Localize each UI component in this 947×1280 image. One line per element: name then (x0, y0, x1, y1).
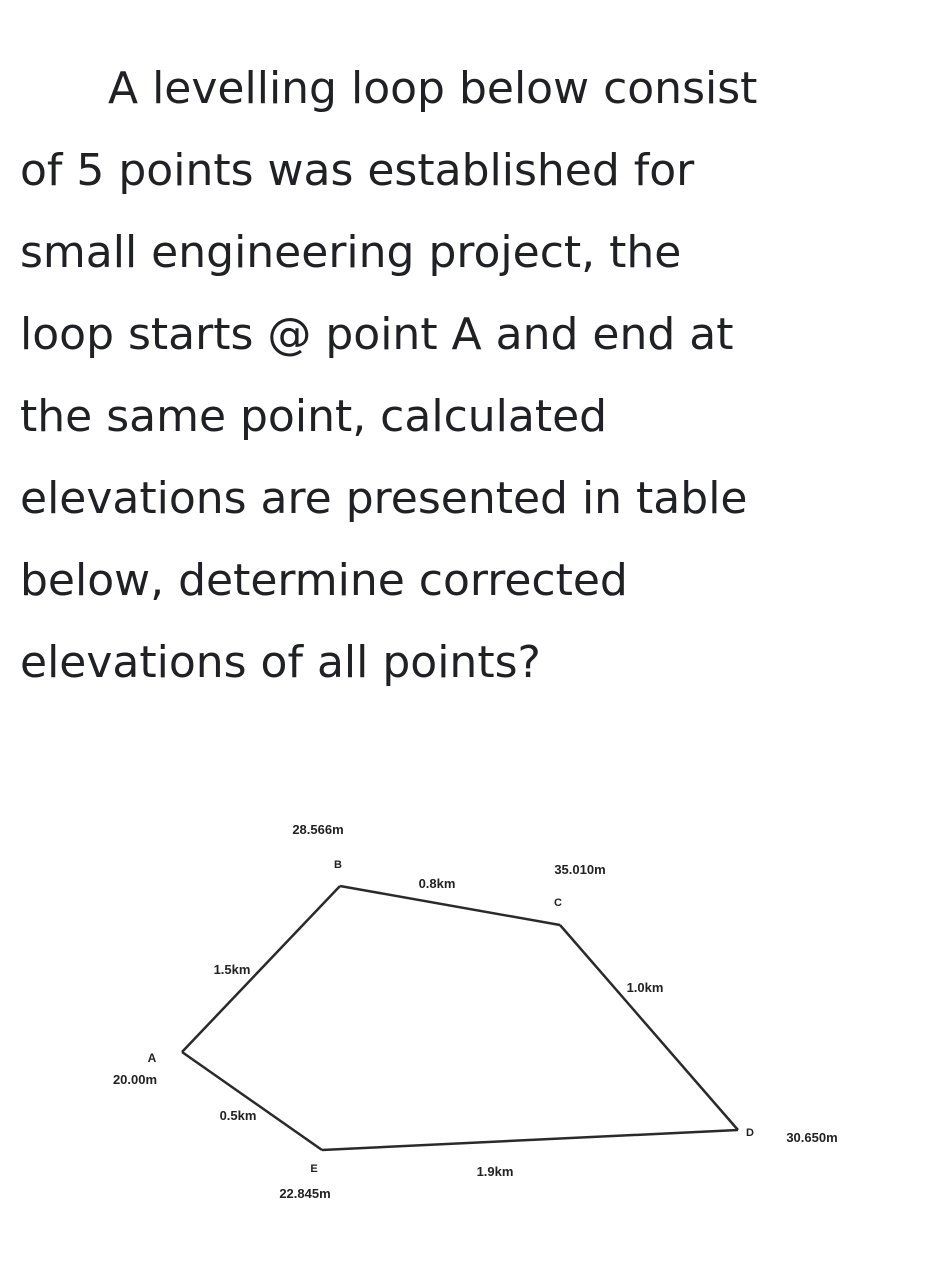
leg-a-b-distance: 1.5km (213, 962, 251, 977)
point-e-label: E (310, 1163, 318, 1175)
edge-e-a (182, 1052, 322, 1150)
point-d-elevation: 30.650m (786, 1130, 838, 1145)
question-line-1: A levelling loop below consist (108, 63, 758, 114)
question-line-5: the same point, calculated (20, 391, 608, 442)
edge-d-e (322, 1130, 738, 1150)
point-c-elevation: 35.010m (554, 862, 606, 877)
leg-c-d-distance: 1.0km (626, 980, 664, 995)
leg-d-e-distance: 1.9km (476, 1164, 514, 1179)
question-line-8: elevations of all points? (20, 637, 541, 688)
edge-a-b (182, 886, 340, 1052)
edge-c-d (560, 925, 738, 1130)
point-d-label: D (746, 1127, 754, 1139)
question-line-2: of 5 points was established for (20, 145, 695, 196)
point-b-elevation: 28.566m (292, 822, 344, 837)
question-line-3: small engineering project, the (20, 227, 682, 278)
question-line-6: elevations are presented in table (20, 473, 748, 524)
question-line-4: loop starts @ point A and end at (20, 309, 734, 360)
question-line-7: below, determine corrected (20, 555, 628, 606)
levelling-loop-diagram (0, 780, 947, 1260)
point-a-label: A (147, 1051, 157, 1065)
point-a-elevation: 20.00m (112, 1072, 158, 1087)
point-e-elevation: 22.845m (279, 1186, 331, 1201)
edge-b-c (340, 886, 560, 925)
point-c-label: C (554, 897, 562, 909)
leg-b-c-distance: 0.8km (418, 876, 456, 891)
question-text (20, 48, 920, 704)
leg-e-a-distance: 0.5km (219, 1108, 257, 1123)
point-b-label: B (334, 859, 342, 871)
